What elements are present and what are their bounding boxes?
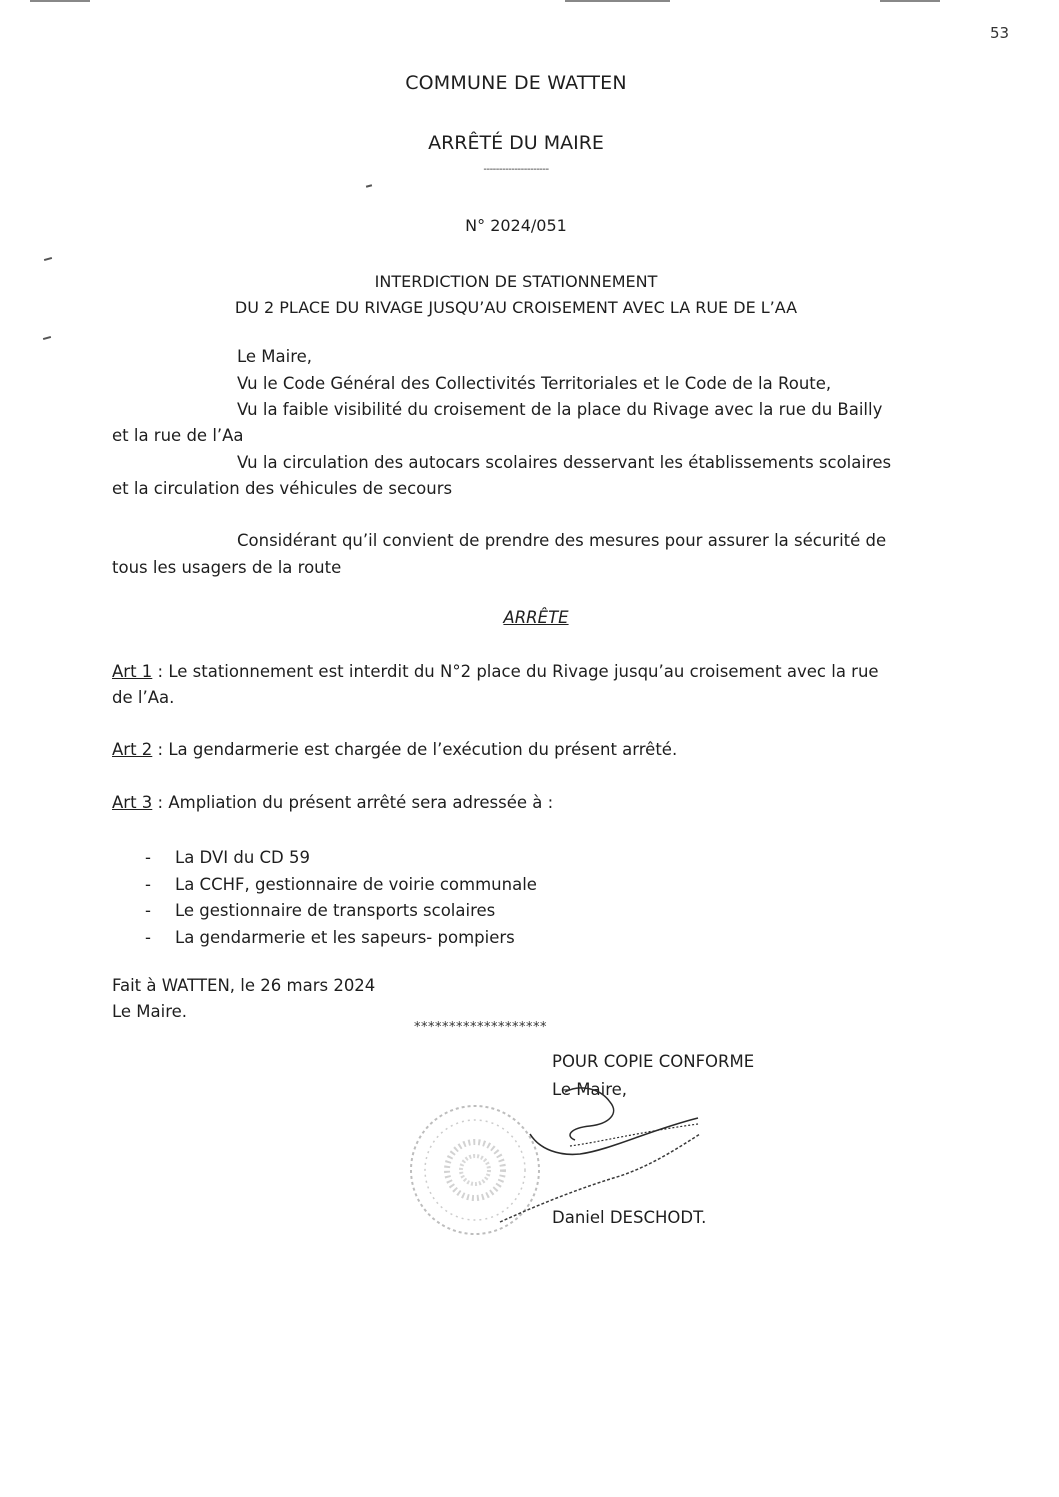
list-dash: -: [145, 901, 151, 920]
list-item-text: La CCHF, gestionnaire de voirie communale: [175, 874, 537, 894]
list-dash: -: [145, 874, 151, 894]
preamble-le-maire: Le Maire,: [237, 347, 313, 366]
preamble-vu-visibilite: Vu la faible visibilité du croisement de la place du Rivage avec la rue du Bailly: [237, 400, 883, 419]
scan-mark: [565, 0, 670, 2]
commune-heading: COMMUNE DE WATTEN: [405, 72, 627, 94]
article-1: [112, 659, 879, 685]
arrete-title: ARRÊTÉ DU MAIRE: [428, 132, 604, 154]
scan-mark: [30, 0, 90, 2]
page-number: 53: [990, 24, 1010, 42]
recipient-list: [145, 845, 537, 951]
preamble-vu-code: Vu le Code Général des Collectivités Territoriales et le Code de la Route,: [237, 374, 832, 393]
subject-line-2: DU 2 PLACE DU RIVAGE JUSQU’AU CROISEMENT AVEC LA RUE DE L’AA: [234, 298, 798, 317]
preamble-considerant-cont: tous les usagers de la route: [112, 558, 342, 577]
title-rule: ---------------------: [483, 164, 549, 175]
list-item: [145, 898, 537, 925]
scan-mark: [43, 336, 51, 340]
list-item: [145, 845, 537, 872]
article-2-text: : La gendarmerie est chargée de l’exécution du présent arrêté.: [152, 740, 678, 759]
list-item-text: La gendarmerie et les sapeurs- pompiers: [175, 927, 515, 947]
scan-mark: [880, 0, 940, 2]
article-3-text: : Ampliation du présent arrêté sera adressée à :: [152, 793, 554, 812]
closing-le-maire: Le Maire.: [112, 1002, 188, 1021]
scan-mark: [366, 184, 372, 187]
list-item: [145, 925, 537, 952]
scan-mark: [44, 257, 52, 261]
preamble-vu-autocars-cont: et la circulation des véhicules de secours: [112, 479, 453, 498]
list-dash: -: [145, 848, 151, 867]
list-dash: -: [145, 927, 151, 947]
article-1-label: Art 1: [112, 662, 153, 681]
arrete-number: N° 2024/051: [465, 216, 567, 235]
preamble-vu-visibilite-cont: et la rue de l’Aa: [112, 426, 244, 445]
preamble-vu-autocars: Vu la circulation des autocars scolaires desservant les établissements scolaires: [237, 453, 892, 472]
separator-stars: *******************: [414, 1020, 547, 1035]
article-1-cont: de l’Aa.: [112, 688, 175, 707]
list-item-text: La DVI du CD 59: [175, 848, 311, 867]
preamble-considerant: Considérant qu’il convient de prendre des mesures pour assurer la sécurité de: [237, 531, 887, 550]
article-1-text: : Le stationnement est interdit du N°2 place du Rivage jusqu’au croisement avec la rue: [152, 662, 879, 681]
fait-a-date: Fait à WATTEN, le 26 mars 2024: [112, 976, 376, 995]
list-item: [145, 872, 537, 899]
article-3-label: Art 3: [112, 793, 153, 812]
copie-le-maire: Le Maire,: [552, 1080, 628, 1099]
subject-line-1: INTERDICTION DE STATIONNEMENT: [374, 272, 658, 291]
copie-conforme: POUR COPIE CONFORME: [552, 1052, 755, 1071]
article-2: [112, 737, 677, 763]
signer-name: Daniel DESCHODT.: [552, 1208, 707, 1227]
article-3: [112, 790, 553, 816]
arrete-heading: ARRÊTE: [503, 608, 569, 627]
article-2-label: Art 2: [112, 740, 153, 759]
list-item-text: Le gestionnaire de transports scolaires: [175, 901, 496, 920]
